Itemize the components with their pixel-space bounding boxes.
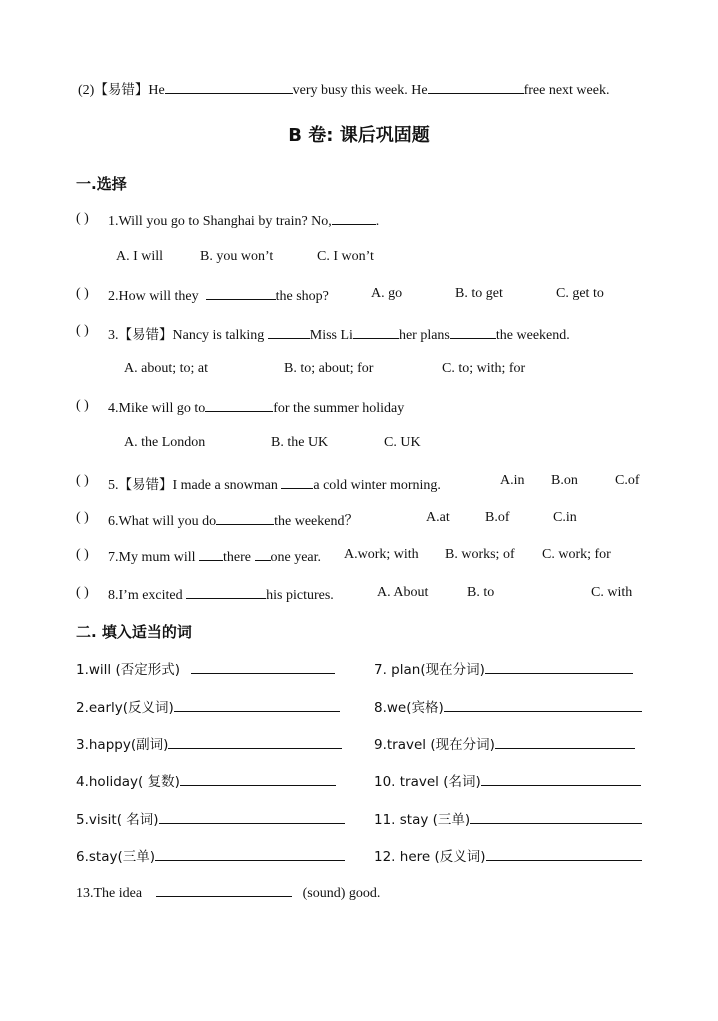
answer-blank[interactable]	[155, 847, 345, 861]
top-question: (2)【易错】He very busy this week. He free next week.	[78, 82, 610, 98]
option-b: B. the UK	[271, 435, 329, 450]
option-b: B. to get	[455, 286, 503, 301]
option-c: C. work; for	[542, 547, 611, 562]
question-2: 2.How will they the shop?	[108, 286, 329, 305]
answer-blank[interactable]	[481, 772, 641, 786]
answer-paren[interactable]: ( )	[76, 585, 89, 600]
answer-blank[interactable]	[353, 325, 399, 339]
answer-blank[interactable]	[450, 325, 496, 339]
answer-blank[interactable]	[486, 847, 642, 861]
option-b: B. you won’t	[200, 249, 274, 264]
option-a: A.in	[500, 473, 525, 488]
answer-blank[interactable]	[485, 660, 633, 674]
fill-item: 12. here (反义词)	[374, 845, 642, 866]
fill-item: 1.will (否定形式)	[76, 658, 335, 679]
option-c: C. with	[591, 585, 633, 600]
fill-item: 6.stay(三单)	[76, 845, 345, 866]
question-6: 6.What will you do the weekend？	[108, 510, 358, 530]
answer-blank[interactable]	[268, 325, 310, 339]
fill-item: 11. stay (三单)	[374, 808, 642, 829]
answer-blank[interactable]	[191, 660, 335, 674]
answer-blank[interactable]	[428, 80, 524, 94]
answer-blank[interactable]	[199, 547, 223, 561]
answer-blank[interactable]	[281, 475, 313, 489]
answer-blank[interactable]	[156, 883, 292, 897]
fill-item: 10. travel (名词)	[374, 770, 641, 791]
option-a: A. I will	[116, 249, 164, 264]
option-c: C. to; with; for	[442, 361, 526, 376]
answer-blank[interactable]	[205, 398, 273, 412]
section-heading-fill: 二. 填入适当的词	[76, 623, 192, 641]
answer-paren[interactable]: ( )	[76, 547, 89, 562]
answer-blank[interactable]	[216, 511, 274, 525]
question-5: 5.【易错】I made a snowman a cold winter morning.	[108, 477, 441, 493]
question-3: 3.【易错】Nancy is talking Miss Li her plans the weekend.	[108, 327, 570, 343]
fill-item: 9.travel (现在分词)	[374, 733, 635, 754]
answer-blank[interactable]	[168, 735, 342, 749]
question-8: 8.I’m excited his pictures.	[108, 585, 334, 604]
fill-item: 5.visit( 名词)	[76, 808, 345, 829]
section-heading-choice: 一.选择	[76, 175, 127, 193]
question-1: 1.Will you go to Shanghai by train? No, .	[108, 211, 379, 230]
option-b: B.on	[551, 473, 578, 488]
option-a: A. about; to; at	[124, 361, 208, 376]
answer-blank[interactable]	[332, 211, 376, 225]
answer-blank[interactable]	[444, 698, 642, 712]
answer-blank[interactable]	[495, 735, 635, 749]
fill-item: 4.holiday( 复数)	[76, 770, 336, 791]
fill-item: 7. plan(现在分词)	[374, 658, 633, 679]
fill-item: 2.early(反义词)	[76, 696, 340, 717]
option-c: C. I won’t	[317, 249, 374, 264]
fill-item: 3.happy(副词)	[76, 733, 342, 754]
answer-paren[interactable]: ( )	[76, 211, 89, 226]
option-a: A. go	[371, 286, 403, 301]
answer-blank[interactable]	[255, 547, 271, 561]
question-13: 13.The idea (sound) good.	[76, 883, 380, 902]
option-b: B. to	[467, 585, 495, 600]
question-7: 7.My mum will there one year.	[108, 547, 321, 566]
answer-paren[interactable]: ( )	[76, 398, 89, 413]
answer-blank[interactable]	[165, 80, 293, 94]
page-title: B 卷: 课后巩固题	[288, 125, 430, 146]
answer-blank[interactable]	[180, 772, 336, 786]
option-a: A. About	[377, 585, 429, 600]
answer-blank[interactable]	[159, 810, 345, 824]
option-c: C. UK	[384, 435, 421, 450]
answer-paren[interactable]: ( )	[76, 286, 89, 301]
option-a: A. the London	[124, 435, 206, 450]
option-b: B. works; of	[445, 547, 515, 562]
option-c: C.of	[615, 473, 640, 488]
answer-blank[interactable]	[174, 698, 340, 712]
option-c: C. get to	[556, 286, 604, 301]
answer-blank[interactable]	[206, 286, 276, 300]
fill-item: 8.we(宾格)	[374, 696, 642, 717]
option-b: B.of	[485, 510, 510, 525]
answer-blank[interactable]	[186, 585, 266, 599]
answer-blank[interactable]	[470, 810, 642, 824]
answer-paren[interactable]: ( )	[76, 473, 89, 488]
option-a: A.work; with	[344, 547, 419, 562]
answer-paren[interactable]: ( )	[76, 323, 89, 338]
option-b: B. to; about; for	[284, 361, 374, 376]
question-4: 4.Mike will go to for the summer holiday	[108, 398, 404, 417]
option-c: C.in	[553, 510, 577, 525]
answer-paren[interactable]: ( )	[76, 510, 89, 525]
option-a: A.at	[426, 510, 450, 525]
